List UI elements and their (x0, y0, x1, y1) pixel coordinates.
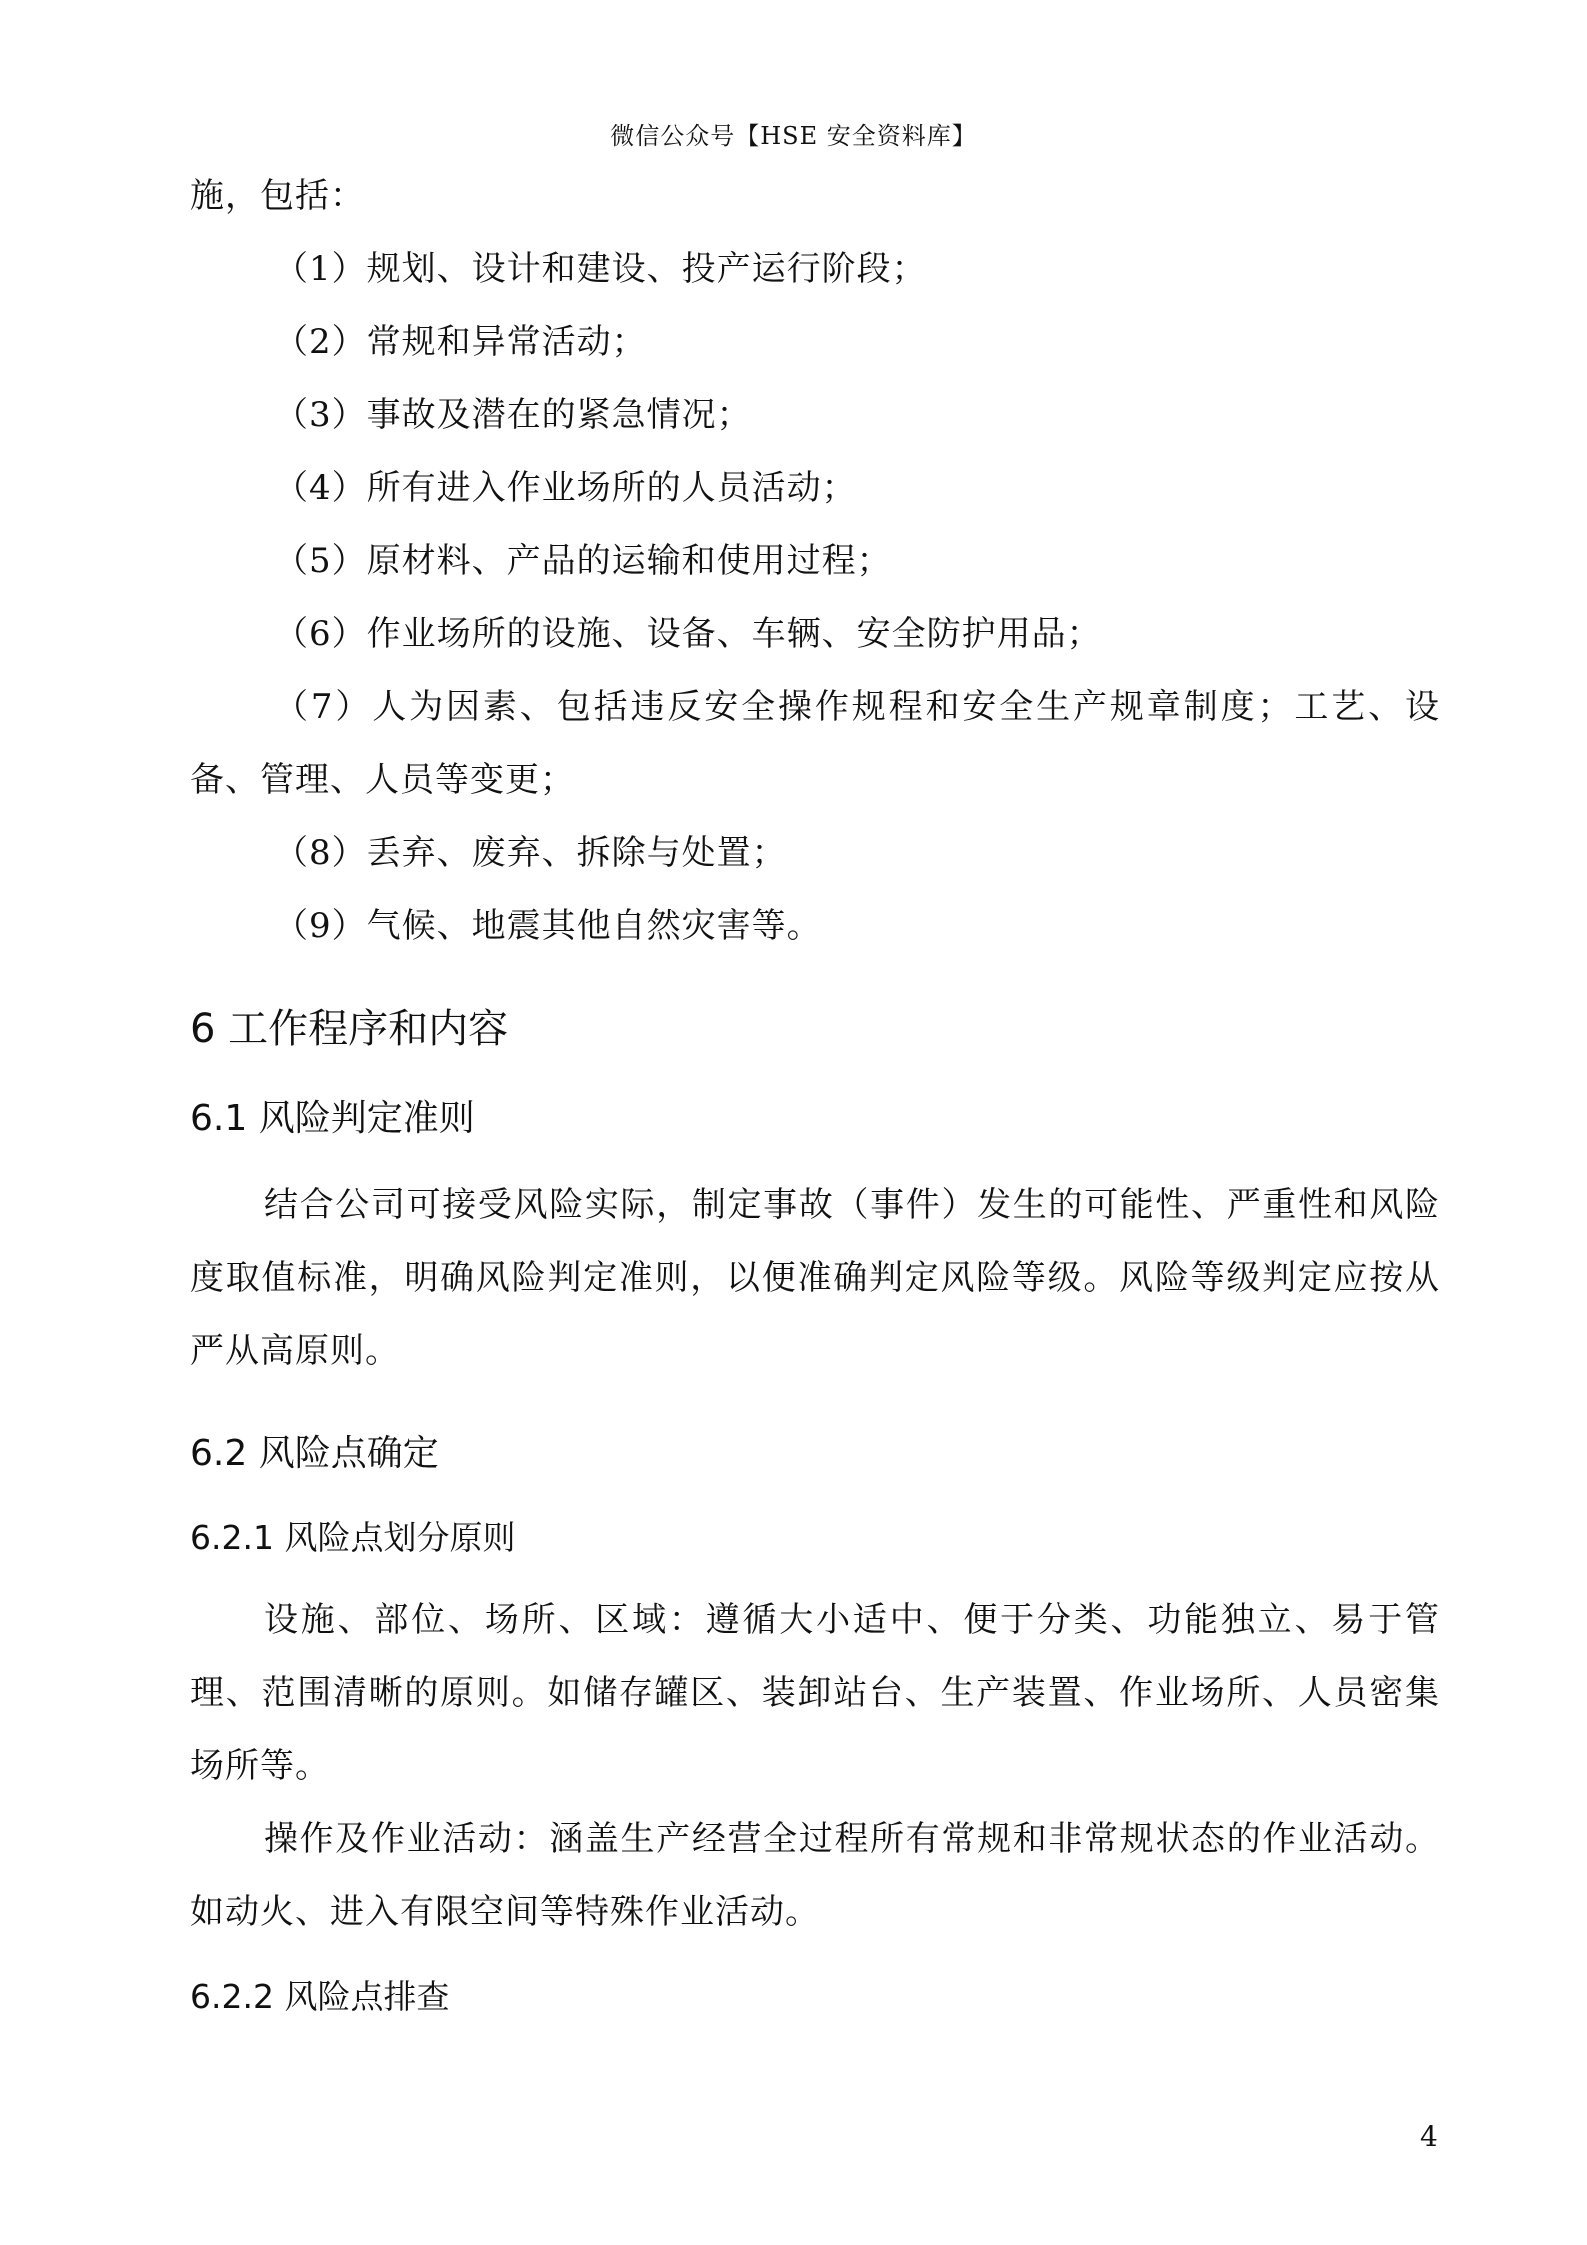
section-6-2-2-heading: 6.2.2 风险点排查 (190, 1977, 450, 2016)
page-header: 微信公众号【HSE 安全资料库】 (610, 122, 977, 150)
section-6-heading: 6 工作程序和内容 (190, 1006, 509, 1052)
section-6-2-1-heading: 6.2.1 风险点划分原则 (190, 1518, 516, 1557)
list-item-5: （5）原材料、产品的运输和使用过程； (274, 541, 892, 581)
section-6-1-heading: 6.1 风险判定准则 (190, 1098, 475, 1139)
list-item-4: （4）所有进入作业场所的人员活动； (274, 468, 857, 508)
list-item-1: （1）规划、设计和建设、投产运行阶段； (274, 249, 927, 289)
list-item-2: （2）常规和异常活动； (274, 322, 647, 362)
section-6-2-heading: 6.2 风险点确定 (190, 1433, 439, 1474)
list-item-6: （6）作业场所的设施、设备、车辆、安全防护用品； (274, 614, 1102, 654)
list-item-8: （8）丢弃、废弃、拆除与处置； (274, 833, 787, 873)
list-item-7: （7）人为因素、包括违反安全操作规程和安全生产规章制度；工艺、设备、管理、人员等变更； (190, 687, 1440, 800)
list-item-9: （9）气候、地震其他自然灾害等。 (274, 906, 822, 946)
section-6-2-1-para-2: 操作及作业活动：涵盖生产经营全过程所有常规和非常规状态的作业活动。如动火、进入有限空间等特殊作业活动。 (190, 1819, 1440, 1932)
list-item-3: （3）事故及潜在的紧急情况； (274, 395, 752, 435)
section-6-1-body: 结合公司可接受风险实际，制定事故（事件）发生的可能性、严重性和风险度取值标准，明确风险判定准则，以便准确判定风险等级。风险等级判定应按从严从高原则。 (190, 1185, 1440, 1371)
intro-continuation: 施，包括： (190, 176, 365, 216)
section-6-2-1-para-1: 设施、部位、场所、区域：遵循大小适中、便于分类、功能独立、易于管理、范围清晰的原则。如储存罐区、装卸站台、生产装置、作业场所、人员密集场所等。 (190, 1600, 1440, 1786)
page-number: 4 (1420, 2120, 1438, 2153)
page-content (190, 160, 1440, 2043)
